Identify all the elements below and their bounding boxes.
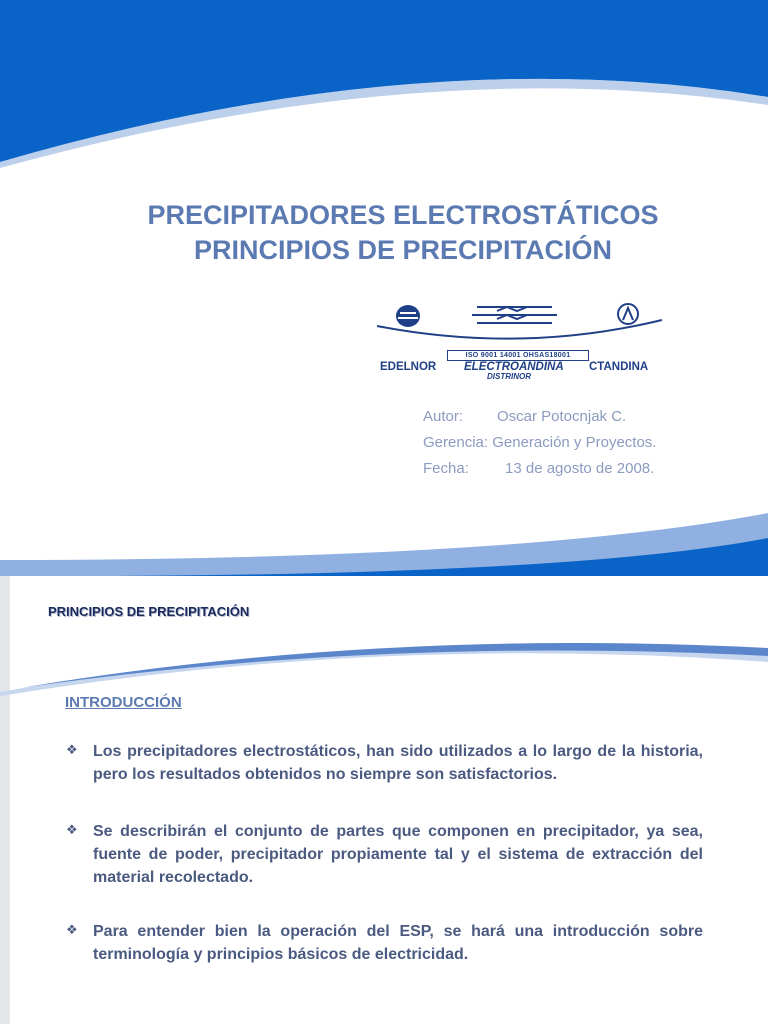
- fecha-value: 13 de agosto de 2008.: [505, 460, 655, 477]
- edelnor-logo-icon: [396, 305, 420, 327]
- edelnor-label: EDELNOR: [380, 361, 437, 373]
- electroandina-logo-icon: [472, 307, 557, 323]
- distrinor-label: DISTRINOR: [487, 372, 531, 381]
- header-swoosh-blue: [20, 643, 768, 688]
- company-logos: [372, 296, 672, 386]
- slide2-heading: PRINCIPIOS DE PRECIPITACIÓN: [48, 604, 250, 619]
- bullet-text-2: Se describirán el conjunto de partes que componen en precipitador, ya sea, fuente de poder, precipitador propiamente tal y el sistema de extracción del material recolectado.: [93, 823, 703, 886]
- diamond-bullet-icon: ❖: [66, 742, 78, 757]
- fecha-line: [423, 460, 654, 477]
- gerencia-value: Generación y Proyectos.: [492, 434, 657, 451]
- gerencia-label: Gerencia:: [423, 434, 489, 451]
- ctandina-label: CTANDINA: [589, 361, 649, 373]
- author-value: Oscar Potocnjak C.: [497, 408, 627, 425]
- bullet-text-1: Los precipitadores electrostáticos, han sido utilizados a lo largo de la historia, pero los resultados obtenidos no siempre son satisfactorios.: [93, 743, 703, 783]
- logos-graphic: [372, 296, 672, 356]
- bullet-text-3: Para entender bien la operación del ESP, se hará una introducción sobre terminología y principios básicos de electricidad.: [93, 923, 703, 963]
- introduccion-heading: INTRODUCCIÓN: [65, 694, 182, 711]
- author-label: Autor:: [423, 408, 464, 425]
- author-line: [423, 408, 626, 425]
- diamond-bullet-icon: ❖: [66, 922, 78, 937]
- slide-title-line-1: PRECIPITADORES ELECTROSTÁTICOS: [147, 200, 659, 230]
- diamond-bullet-icon: ❖: [66, 822, 78, 837]
- slide-title-line-2: PRINCIPIOS DE PRECIPITACIÓN: [193, 235, 613, 265]
- content-slide: [0, 576, 768, 1024]
- left-edge-bar: [0, 576, 10, 1024]
- fecha-label: Fecha:: [423, 460, 469, 477]
- iso-certification-label: ISO 9001 14001 OHSAS18001: [447, 350, 589, 361]
- gerencia-line: [423, 434, 656, 451]
- electroandina-label: ELECTROANDINA: [464, 361, 564, 373]
